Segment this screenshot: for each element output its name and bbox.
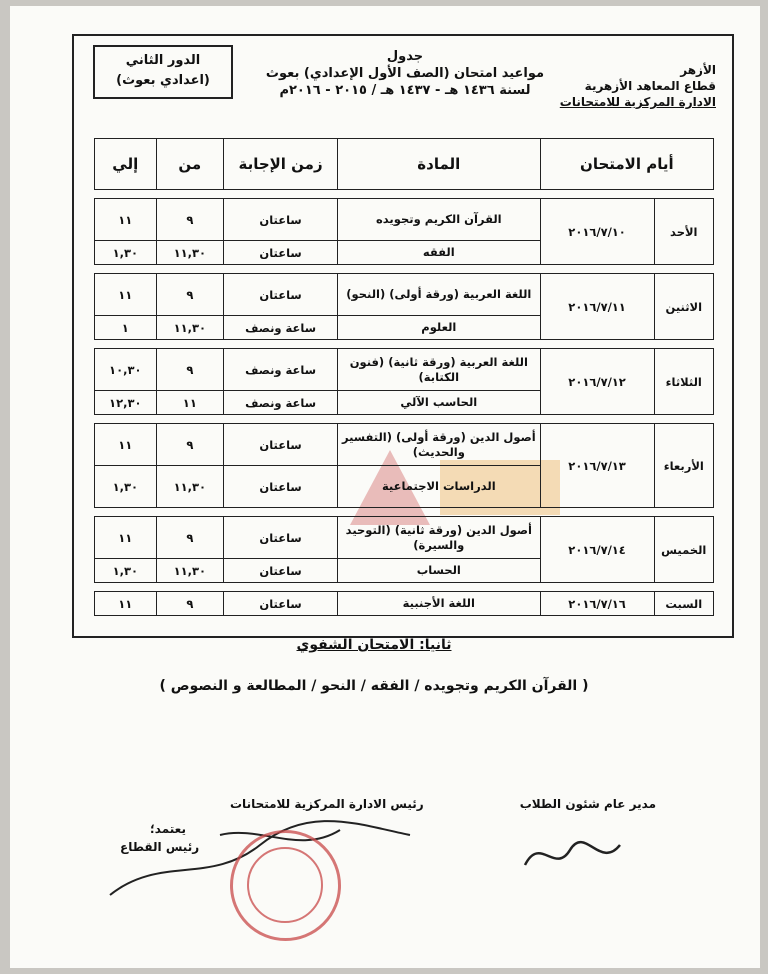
cell-date: ٢٠١٦/٧/١٢ xyxy=(540,349,654,415)
cell-duration: ساعتان xyxy=(224,592,338,616)
cell-duration: ساعتان xyxy=(224,466,338,508)
cell-to: ١,٣٠ xyxy=(95,559,157,583)
cell-to: ١٢,٣٠ xyxy=(95,391,157,415)
cell-duration: ساعة ونصف xyxy=(224,349,338,391)
doc-title: مواعيد امتحان (الصف الأول الإعدادي) بعوث xyxy=(265,66,545,81)
cell-day: الأحد xyxy=(654,199,713,265)
round-box xyxy=(93,45,233,99)
cell-from: ١١,٣٠ xyxy=(156,316,224,340)
cell-to: ١,٣٠ xyxy=(95,241,157,265)
cell-from: ١١,٣٠ xyxy=(156,466,224,508)
cell-from: ٩ xyxy=(156,424,224,466)
cell-from: ٩ xyxy=(156,517,224,559)
cell-from: ١١ xyxy=(156,391,224,415)
admin-head-label: رئيس الادارة المركزية للامتحانات xyxy=(230,797,424,811)
cell-day: الاثنين xyxy=(654,274,713,340)
cell-subject: الفقه xyxy=(338,241,541,265)
cell-day: الأربعاء xyxy=(654,424,713,508)
table-row xyxy=(95,517,714,559)
cell-duration: ساعتان xyxy=(224,424,338,466)
col-duration: زمن الإجابة xyxy=(224,139,338,190)
sector-name: قطاع المعاهد الأزهرية xyxy=(584,79,716,93)
cell-from: ٩ xyxy=(156,199,224,241)
doc-type: جدول xyxy=(386,49,424,64)
cell-duration: ساعتان xyxy=(224,559,338,583)
cell-subject: العلوم xyxy=(338,316,541,340)
cell-duration: ساعة ونصف xyxy=(224,391,338,415)
cell-to: ١١ xyxy=(95,517,157,559)
cell-subject: الدراسات الاجتماعية xyxy=(338,466,541,508)
table-row xyxy=(95,424,714,466)
cell-day: الخميس xyxy=(654,517,713,583)
cell-duration: ساعتان xyxy=(224,199,338,241)
group-gap xyxy=(95,340,714,349)
cell-to: ١ xyxy=(95,316,157,340)
signature-director xyxy=(520,825,630,885)
org-name: الأزهر xyxy=(680,63,716,77)
cell-duration: ساعتان xyxy=(224,274,338,316)
col-days: أيام الامتحان xyxy=(540,139,713,190)
cell-date: ٢٠١٦/٧/١٦ xyxy=(540,592,654,616)
cell-to: ١١ xyxy=(95,592,157,616)
cell-day: الثلاثاء xyxy=(654,349,713,415)
table-row xyxy=(95,274,714,316)
cell-duration: ساعتان xyxy=(224,241,338,265)
cell-subject: الحاسب الآلي xyxy=(338,391,541,415)
group-gap xyxy=(95,190,714,199)
oral-exam-subjects: ( القرآن الكريم وتجويده / الفقه / النحو / المطالعة و النصوص ) xyxy=(159,678,589,694)
students-director-label: مدير عام شئون الطلاب xyxy=(519,797,656,811)
col-to: إلي xyxy=(95,139,157,190)
cell-subject: أصول الدين (ورقة ثانية) (التوحيد والسيرة) xyxy=(338,517,541,559)
title-block xyxy=(250,48,560,99)
cell-date: ٢٠١٦/٧/١١ xyxy=(540,274,654,340)
cell-to: ١,٣٠ xyxy=(95,466,157,508)
cell-to: ١١ xyxy=(95,274,157,316)
issuer-block xyxy=(560,62,716,110)
cell-date: ٢٠١٦/٧/١٠ xyxy=(540,199,654,265)
cell-date: ٢٠١٦/٧/١٣ xyxy=(540,424,654,508)
cell-from: ١١,٣٠ xyxy=(156,241,224,265)
cell-from: ١١,٣٠ xyxy=(156,559,224,583)
col-from: من xyxy=(156,139,224,190)
approved-label: يعتمد؛ xyxy=(150,822,186,836)
group-gap xyxy=(95,583,714,592)
cell-to: ١١ xyxy=(95,424,157,466)
oral-exam-title: ثانيا: الامتحان الشفوي xyxy=(296,637,452,653)
cell-duration: ساعة ونصف xyxy=(224,316,338,340)
group-gap xyxy=(95,415,714,424)
cell-from: ٩ xyxy=(156,274,224,316)
table-row xyxy=(95,592,714,616)
doc-year: لسنة ١٤٣٦ هـ - ١٤٣٧ هـ / ٢٠١٥ - ٢٠١٦م xyxy=(279,83,531,98)
header-row xyxy=(95,139,714,190)
cell-subject: اللغة الأجنبية xyxy=(338,592,541,616)
cell-subject: أصول الدين (ورقة أولى) (التفسير والحديث) xyxy=(338,424,541,466)
cell-subject: اللغة العربية (ورقة ثانية) (فنون الكتابة) xyxy=(338,349,541,391)
table-row xyxy=(95,349,714,391)
col-subject: المادة xyxy=(338,139,541,190)
cell-from: ٩ xyxy=(156,592,224,616)
cell-day: السبت xyxy=(654,592,713,616)
group-gap xyxy=(95,508,714,517)
cell-to: ١١ xyxy=(95,199,157,241)
official-stamp xyxy=(230,830,341,941)
cell-subject: القرآن الكريم وتجويده xyxy=(338,199,541,241)
cell-duration: ساعتان xyxy=(224,517,338,559)
round-sub: (اعدادي بعوث) xyxy=(116,73,210,88)
cell-date: ٢٠١٦/٧/١٤ xyxy=(540,517,654,583)
table-row xyxy=(95,199,714,241)
cell-subject: الحساب xyxy=(338,559,541,583)
cell-to: ١٠,٣٠ xyxy=(95,349,157,391)
round-label: الدور الثاني xyxy=(125,53,201,68)
group-gap xyxy=(95,265,714,274)
exam-schedule-table xyxy=(94,138,714,616)
sector-head-label: رئيس القطاع xyxy=(120,840,200,854)
cell-subject: اللغة العربية (ورقة أولى) (النحو) xyxy=(338,274,541,316)
admin-name: الادارة المركزية للامتحانات xyxy=(559,95,716,109)
cell-from: ٩ xyxy=(156,349,224,391)
